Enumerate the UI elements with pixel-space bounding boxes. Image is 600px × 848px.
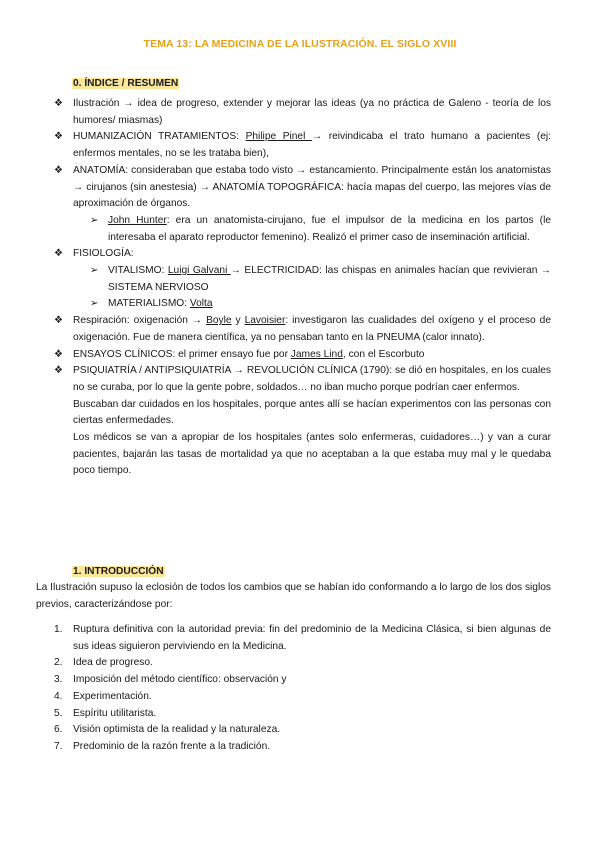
sub-bullet-item	[54, 263, 551, 296]
text-segment: MATERIALISMO:	[108, 298, 190, 310]
text-segment: → reivindicaba el trato humano a pacientes (ej: enfermos mentales, no se les trataba bien),	[73, 131, 551, 160]
sub-bullet-item	[54, 296, 551, 313]
diamond-bullet-icon: ❖	[54, 164, 63, 176]
text-segment: ANATOMÍA: consideraban que estaba todo visto → estancamiento. Principalmente están los anatomistas → cirujanos (sin anestesia) → ANATOMÍA TOPOGRÁFICA: hacía mapas del cuerpo, las mejores vías de aproximación de órganos.	[73, 164, 551, 210]
bullet-item	[54, 246, 551, 263]
list-number: 6.	[54, 724, 63, 736]
list-number: 7.	[54, 740, 63, 752]
text-segment: VITALISMO:	[108, 265, 168, 277]
list-item-text: Espíritu utilitarista.	[73, 707, 157, 719]
text-segment: y	[231, 315, 245, 327]
list-item-text: Ruptura definitiva con la autoridad previa: fin del predominio de la Medicina Clásica, si bien algunas de sus ideas siguieron perviviendo en la Medicina.	[73, 624, 551, 652]
list-item-text: Predominio de la razón frente a la tradición.	[73, 740, 271, 752]
list-number: 4.	[54, 690, 63, 702]
text-segment: Respiración: oxigenación →	[73, 315, 207, 327]
numbered-list-item	[54, 739, 551, 756]
text-segment: FISIOLOGÍA:	[73, 248, 134, 260]
underlined-name: James Lind	[290, 348, 343, 360]
list-item-text: Imposición del método científico: observación y	[73, 674, 287, 686]
text-segment: : era un anatomista-cirujano, fue el impulsor de la medicina en los partos (le interesaba el aparato reproductor femenino). Realizó el primer caso de inseminación artificial.	[108, 214, 551, 243]
list-item-text: Experimentación.	[73, 690, 152, 702]
page-title: TEMA 13: LA MEDICINA DE LA ILUSTRACIÓN. EL SIGLO XVIII	[143, 38, 457, 50]
text-segment: Buscaban dar cuidados en los hospitales, porque antes allí se hacían experimentos con las personas con ciertas enfermedades.	[73, 398, 551, 427]
list-item-text: Idea de progreso.	[73, 657, 153, 669]
bullet-item	[54, 313, 551, 346]
underlined-name: Philipe Pinel	[245, 131, 312, 143]
intro-paragraph: La Ilustración supuso la eclosión de todos los cambios que se habían ido conformando a lo largo de los dos siglos previos, caracterizándose por:	[36, 582, 551, 610]
arrow-bullet-icon: ➢	[90, 298, 99, 310]
continuation-paragraph	[54, 397, 551, 430]
bullet-item	[54, 363, 551, 396]
list-item-text: Visión optimista de la realidad y la naturaleza.	[73, 724, 281, 736]
numbered-list-item	[54, 672, 551, 689]
underlined-name: Luigi Galvani	[167, 265, 231, 277]
diamond-bullet-icon: ❖	[54, 348, 63, 360]
list-number: 5.	[54, 707, 63, 719]
characteristics-list	[54, 622, 551, 756]
text-segment: Los médicos se van a apropiar de los hospitales (antes solo enfermeras, cuidadores…) y van a curar pacientes, bajarán las tasas de mortalidad ya que no aceptaban a la que estaba muy mal y le quedaba poco tiempo.	[73, 432, 551, 477]
text-segment: : investigaron las cualidades del oxígeno y el proceso de oxigenación. Fue de manera científica, ya no pensaban tanto en la PNEUMA (calor innato).	[73, 315, 551, 343]
arrow-bullet-icon: ➢	[90, 214, 99, 226]
underlined-name: Lavoisier	[244, 315, 286, 327]
text-segment: HUMANIZACIÓN TRATAMIENTOS:	[73, 131, 246, 143]
underlined-name: Volta	[189, 298, 213, 310]
diamond-bullet-icon: ❖	[54, 131, 63, 143]
bullet-item	[54, 129, 551, 162]
intro-heading	[72, 564, 165, 581]
text-segment: ENSAYOS CLÍNICOS: el primer ensayo fue por	[73, 348, 291, 360]
diamond-bullet-icon: ❖	[54, 365, 63, 377]
index-bullet-list	[54, 96, 551, 480]
numbered-list-item	[54, 689, 551, 706]
continuation-paragraph	[54, 430, 551, 480]
list-number: 3.	[54, 674, 63, 686]
numbered-list-item	[54, 622, 551, 655]
sub-bullet-item	[54, 213, 551, 246]
underlined-name: John Hunter	[108, 214, 167, 226]
diamond-bullet-icon: ❖	[54, 315, 63, 327]
list-number: 1.	[54, 624, 63, 635]
index-heading-label: 0. ÍNDICE / RESUMEN	[73, 78, 179, 89]
bullet-item	[54, 163, 551, 213]
numbered-list-item	[54, 722, 551, 739]
intro-heading-label: 1. INTRODUCCIÓN	[73, 566, 164, 577]
underlined-name: Boyle	[206, 315, 232, 327]
text-segment: PSIQUIATRÍA / ANTIPSIQUIATRÍA → REVOLUCIÓN CLÍNICA (1790): se dió en hospitales, en los cuales no se curaba, por lo que la gente pobre, soldados… no iban mucho porque podrían caer enfermos.	[73, 365, 551, 393]
bullet-item	[54, 96, 551, 129]
text-segment: Ilustración → idea de progreso, extender y mejorar las ideas (ya no práctica de Galeno - teoría de los humores/ miasmas)	[73, 98, 551, 126]
bullet-item	[54, 347, 551, 364]
numbered-list-item	[54, 655, 551, 672]
diamond-bullet-icon: ❖	[54, 248, 63, 260]
diamond-bullet-icon: ❖	[54, 98, 63, 109]
arrow-bullet-icon: ➢	[90, 265, 99, 277]
numbered-list-item	[54, 706, 551, 723]
list-number: 2.	[54, 657, 63, 669]
index-heading	[72, 76, 179, 93]
text-segment: → ELECTRICIDAD: las chispas en animales hacían que revivieran → SISTEMA NERVIOSO	[108, 265, 552, 293]
text-segment: , con el Escorbuto	[342, 348, 425, 360]
